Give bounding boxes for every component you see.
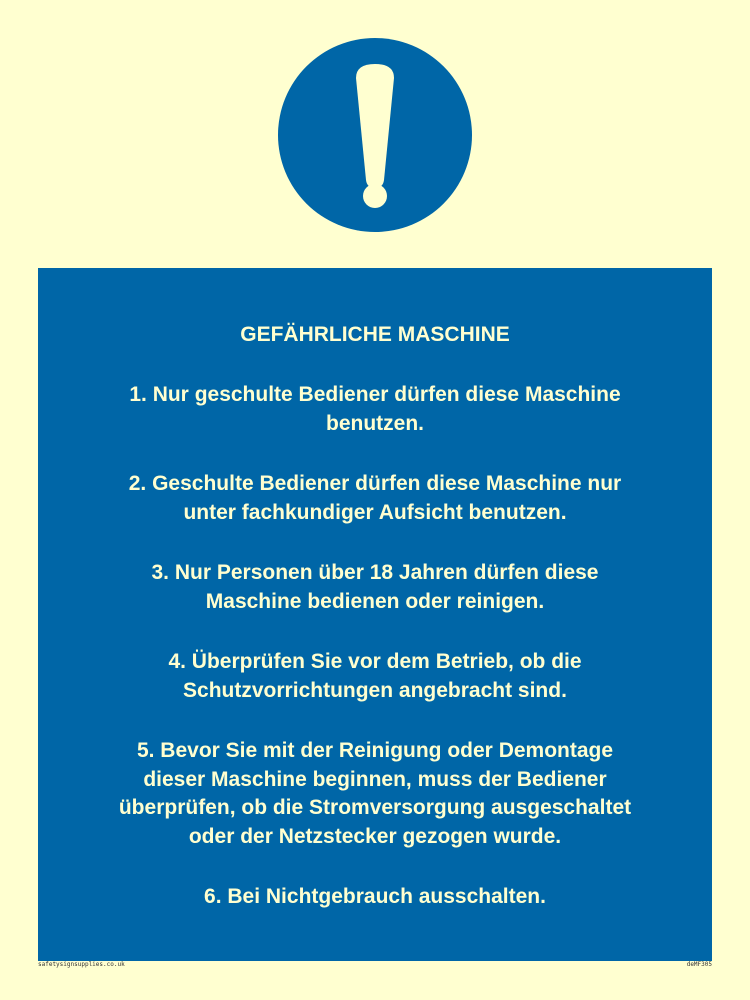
rule-line: unter fachkundiger Aufsicht benutzen. bbox=[183, 500, 567, 524]
rule-line: Schutzvorrichtungen angebracht sind. bbox=[183, 678, 567, 702]
sign-title: GEFÄHRLICHE MASCHINE bbox=[240, 323, 510, 346]
exclamation-icon bbox=[278, 38, 472, 232]
rule-item bbox=[75, 559, 675, 616]
mandatory-sign-icon bbox=[278, 38, 472, 232]
rule-item bbox=[75, 648, 675, 705]
rule-item bbox=[75, 470, 675, 527]
rule-line: 1. Nur geschulte Bediener dürfen diese Maschine bbox=[129, 383, 621, 406]
instruction-panel bbox=[38, 268, 712, 961]
rule-line: 3. Nur Personen über 18 Jahren dürfen diese bbox=[151, 561, 599, 584]
rule-line: 5. Bevor Sie mit der Reinigung oder Demontage bbox=[136, 739, 614, 762]
rule-line: dieser Maschine beginnen, muss der Bediener bbox=[143, 767, 607, 791]
rule-line: oder der Netzstecker gezogen wurde. bbox=[188, 824, 562, 848]
rule-item bbox=[75, 737, 675, 851]
rule-item bbox=[75, 381, 675, 438]
rule-line: 6. Bei Nichtgebrauch ausschalten. bbox=[204, 885, 546, 908]
rules-list bbox=[38, 381, 712, 912]
website-credit: safetysignsupplies.co.uk bbox=[38, 961, 125, 968]
product-code: deMF305 bbox=[686, 961, 712, 968]
rule-item bbox=[75, 883, 675, 912]
rule-line: Maschine bedienen oder reinigen. bbox=[205, 589, 545, 613]
rule-line: benutzen. bbox=[326, 411, 424, 435]
rule-line: 4. Überprüfen Sie vor dem Betrieb, ob die bbox=[168, 650, 582, 673]
rule-line: 2. Geschulte Bediener dürfen diese Maschine nur bbox=[128, 472, 622, 495]
rule-line: überprüfen, ob die Stromversorgung ausgeschaltet bbox=[118, 796, 632, 819]
